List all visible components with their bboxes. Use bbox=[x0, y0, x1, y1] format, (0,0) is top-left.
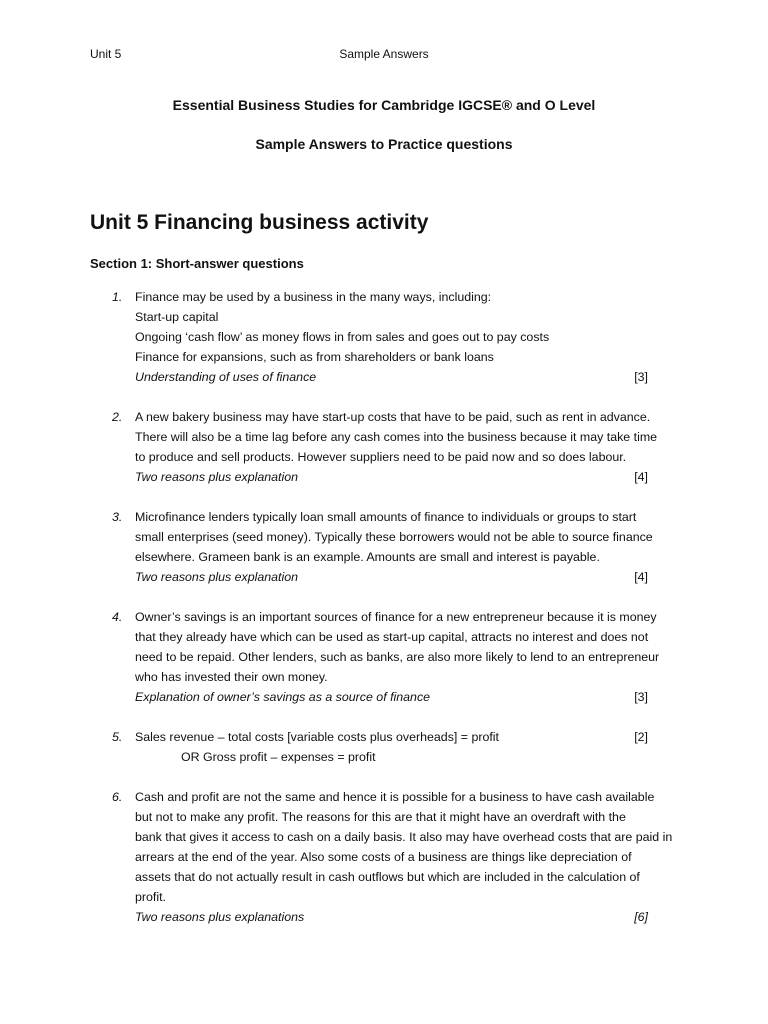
section-heading: Section 1: Short-answer questions bbox=[90, 256, 304, 271]
mark-allocation: [4] bbox=[634, 570, 648, 584]
answer-line: Ongoing ‘cash flow’ as money flows in from sales and goes out to pay costs bbox=[135, 330, 550, 344]
answer-line: need to be repaid. Other lenders, such as banks, are also more likely to lend to an entrepreneur bbox=[135, 650, 660, 664]
document-subtitle: Sample Answers to Practice questions bbox=[255, 136, 513, 152]
question-number: 3. bbox=[112, 510, 123, 524]
answer-line: Sales revenue – total costs [variable costs plus overheads] = profit bbox=[135, 730, 499, 744]
answer-line: that they already have which can be used as start-up capital, attracts no interest and does not bbox=[135, 630, 649, 644]
answer-line-alternative: OR Gross profit – expenses = profit bbox=[181, 750, 376, 764]
mark-allocation: [3] bbox=[634, 690, 648, 704]
question-number: 2. bbox=[112, 410, 123, 424]
header-unit: Unit 5 bbox=[90, 47, 122, 61]
mark-allocation: [6] bbox=[634, 910, 648, 924]
unit-heading: Unit 5 Financing business activity bbox=[90, 211, 429, 234]
answer-line: Owner’s savings is an important sources of finance for a new entrepreneur because it is money bbox=[135, 610, 657, 624]
answer-line: bank that gives it access to cash on a daily basis. It also may have overhead costs that are paid in bbox=[135, 830, 673, 844]
answer-line: small enterprises (seed money). Typically these borrowers would not be able to source finance bbox=[135, 530, 653, 544]
answer-line: to produce and sell products. However suppliers need to be paid now and so does labour. bbox=[135, 450, 627, 464]
marking-criteria: Two reasons plus explanation bbox=[135, 570, 299, 584]
answer-line: arrears at the end of the year. Also some costs of a business are things like depreciation of bbox=[135, 850, 632, 864]
answer-line: elsewhere. Grameen bank is an example. Amounts are small and interest is payable. bbox=[135, 550, 600, 564]
question-number: 1. bbox=[112, 290, 123, 304]
answer-line: profit. bbox=[135, 890, 166, 904]
marking-criteria: Explanation of owner’s savings as a source of finance bbox=[135, 690, 431, 704]
question-number: 5. bbox=[112, 730, 123, 744]
answer-line: Finance for expansions, such as from shareholders or bank loans bbox=[135, 350, 494, 364]
book-title: Essential Business Studies for Cambridge IGCSE® and O Level bbox=[172, 97, 596, 113]
question-number: 6. bbox=[112, 790, 123, 804]
mark-allocation: [4] bbox=[634, 470, 648, 484]
answer-line: assets that do not actually result in cash outflows but which are included in the calculation of bbox=[135, 870, 640, 884]
answer-line: who has invested their own money. bbox=[135, 670, 328, 684]
answer-line: Start-up capital bbox=[135, 310, 219, 324]
header-sample-answers: Sample Answers bbox=[339, 47, 429, 61]
mark-allocation: [3] bbox=[634, 370, 648, 384]
answer-line: but not to make any profit. The reasons for this are that it might have an overdraft with the bbox=[135, 810, 626, 824]
marking-criteria: Understanding of uses of finance bbox=[135, 370, 317, 384]
answer-line: Microfinance lenders typically loan small amounts of finance to individuals or groups to start bbox=[135, 510, 637, 524]
marking-criteria: Two reasons plus explanations bbox=[135, 910, 305, 924]
question-number: 4. bbox=[112, 610, 123, 624]
answer-line: Cash and profit are not the same and hence it is possible for a business to have cash available bbox=[135, 790, 655, 804]
answer-line: A new bakery business may have start-up costs that have to be paid, such as rent in advance. bbox=[135, 410, 651, 424]
answer-line: There will also be a time lag before any cash comes into the business because it may take time bbox=[135, 430, 658, 444]
marking-criteria: Two reasons plus explanation bbox=[135, 470, 299, 484]
answer-line: Finance may be used by a business in the many ways, including: bbox=[135, 290, 492, 304]
mark-allocation: [2] bbox=[634, 730, 648, 744]
